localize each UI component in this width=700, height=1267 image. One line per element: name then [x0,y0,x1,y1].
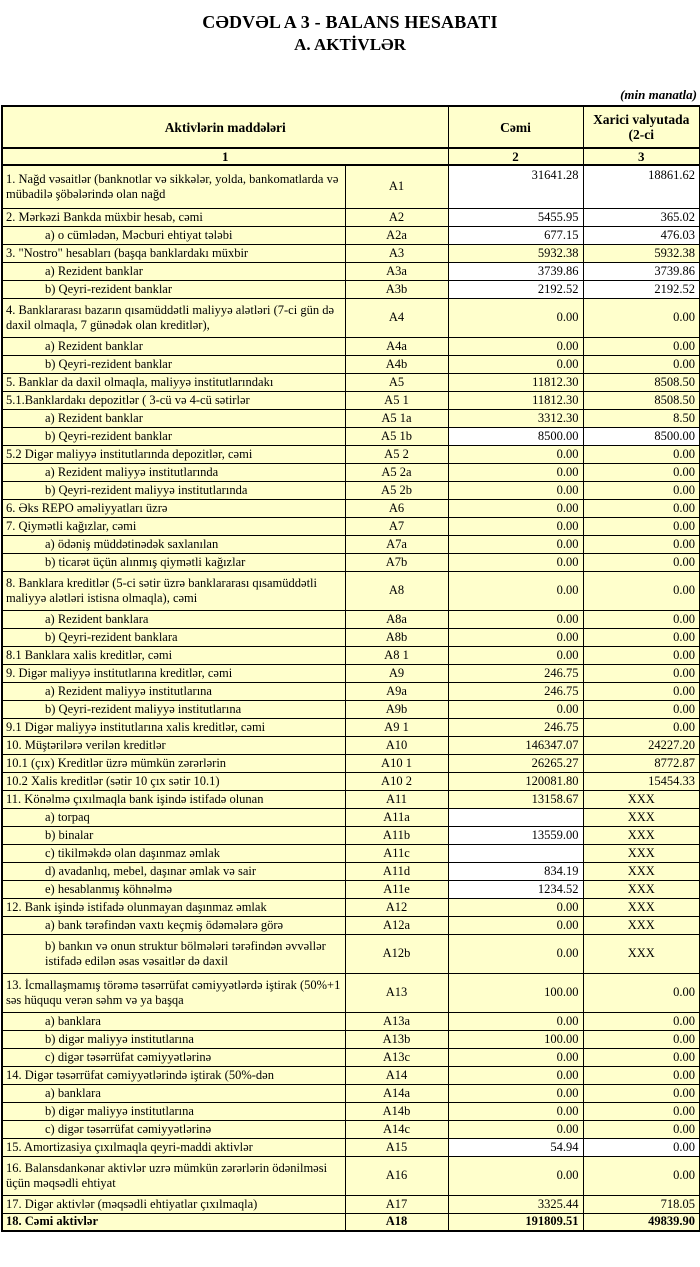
item-label-cell: 6. Əks REPO əməliyyatları üzrə [2,499,345,517]
total-value-cell: 100.00 [448,1030,583,1048]
table-row [2,880,700,898]
item-code-cell: A11b [345,826,448,844]
table-row [2,280,700,298]
table-row [2,682,700,700]
item-label-cell: b) binalar [2,826,345,844]
foreign-currency-value-cell: 0.00 [583,298,700,337]
table-row [2,208,700,226]
item-label-cell: 1. Nağd vəsaitlər (banknotlar və sikkələr, yolda, bankomatlarda və mübadilə şöbələrində olan nağd [2,165,345,208]
item-label-cell: c) tikilməkdə olan daşınmaz əmlak [2,844,345,862]
table-row [2,736,700,754]
foreign-currency-value-cell: XXX [583,844,700,862]
foreign-currency-value-cell: 15454.33 [583,772,700,790]
total-value-cell: 26265.27 [448,754,583,772]
item-label-cell: 12. Bank işində istifadə olunmayan daşınmaz əmlak [2,898,345,916]
item-code-cell: A10 1 [345,754,448,772]
table-row [2,790,700,808]
table-row [2,844,700,862]
item-label-cell: 17. Digər aktivlər (məqsədli ehtiyatlar çıxılmaqla) [2,1195,345,1213]
item-label-cell: b) digər maliyyə institutlarına [2,1030,345,1048]
table-row [2,427,700,445]
item-code-cell: A9 [345,664,448,682]
item-label-cell: b) Qeyri-rezident maliyyə institutlarına [2,700,345,718]
item-label-cell: b) Qeyri-rezident maliyyə institutlarında [2,481,345,499]
item-code-cell: A9a [345,682,448,700]
item-label-cell: 8. Banklara kreditlər (5-ci sətir üzrə banklararası qısamüddətli maliyyə alətləri istisna olmaqla), cəmi [2,571,345,610]
item-code-cell: A7a [345,535,448,553]
table-row [2,391,700,409]
table-row [2,628,700,646]
item-label-cell: 2. Mərkəzi Bankda müxbir hesab, cəmi [2,208,345,226]
item-code-cell: A6 [345,499,448,517]
item-label-cell: 13. İcmallaşmamış törəmə təsərrüfat cəmiyyətlərdə iştirak (50%+1 səs hüququ verən səhm və ya başqa [2,973,345,1012]
foreign-currency-value-cell: 0.00 [583,481,700,499]
table-row [2,664,700,682]
item-label-cell: a) o cümlədən, Məcburi ehtiyat tələbi [2,226,345,244]
foreign-currency-value-cell: 0.00 [583,646,700,664]
item-code-cell: A12a [345,916,448,934]
table-row [2,553,700,571]
item-code-cell: A3 [345,244,448,262]
page-subtitle: A. AKTİVLƏR [294,35,406,54]
table-row [2,826,700,844]
table-row [2,700,700,718]
foreign-currency-value-cell: 0.00 [583,337,700,355]
total-value-cell: 0.00 [448,1012,583,1030]
table-row [2,298,700,337]
total-value-cell: 0.00 [448,1084,583,1102]
item-label-cell: a) torpaq [2,808,345,826]
item-label-cell: a) ödəniş müddətinədək saxlanılan [2,535,345,553]
item-code-cell: A4b [345,355,448,373]
item-code-cell: A12b [345,934,448,973]
foreign-currency-value-cell: 0.00 [583,517,700,535]
item-label-cell: 18. Cəmi aktivlər [2,1213,345,1231]
item-label-cell: b) Qeyri-rezident banklara [2,628,345,646]
total-value-cell: 0.00 [448,337,583,355]
item-label-cell: a) bank tərəfindən vaxtı keçmiş ödəmələrə görə [2,916,345,934]
item-label-cell: a) Rezident banklar [2,262,345,280]
table-row [2,973,700,1012]
table-row [2,862,700,880]
foreign-currency-value-cell: XXX [583,934,700,973]
total-value-cell: 0.00 [448,571,583,610]
item-code-cell: A5 2a [345,463,448,481]
table-row [2,1084,700,1102]
item-code-cell: A5 2b [345,481,448,499]
column-header-items: Aktivlərin maddələri [2,106,448,148]
item-label-cell: b) Qeyri-rezident banklar [2,355,345,373]
foreign-currency-value-cell: 18861.62 [583,165,700,208]
table-body [2,165,700,1231]
foreign-currency-value-cell: XXX [583,808,700,826]
total-value-cell: 0.00 [448,535,583,553]
item-code-cell: A13 [345,973,448,1012]
item-label-cell: a) banklara [2,1084,345,1102]
item-code-cell: A11c [345,844,448,862]
item-label-cell: d) avadanlıq, mebel, daşınar əmlak və sair [2,862,345,880]
foreign-currency-value-cell: 0.00 [583,664,700,682]
total-value-cell: 0.00 [448,700,583,718]
foreign-currency-value-cell: 0.00 [583,553,700,571]
foreign-currency-value-cell: 24227.20 [583,736,700,754]
total-value-cell: 0.00 [448,1120,583,1138]
table-row [2,1030,700,1048]
item-code-cell: A14b [345,1102,448,1120]
table-row [2,409,700,427]
total-value-cell: 0.00 [448,298,583,337]
item-label-cell: a) Rezident banklar [2,337,345,355]
item-code-cell: A14 [345,1066,448,1084]
item-label-cell: b) Qeyri-rezident banklar [2,427,345,445]
item-code-cell: A5 1a [345,409,448,427]
total-value-cell: 0.00 [448,517,583,535]
foreign-currency-value-cell: 0.00 [583,700,700,718]
item-code-cell: A14c [345,1120,448,1138]
item-code-cell: A18 [345,1213,448,1231]
item-label-cell: 14. Digər təsərrüfat cəmiyyətlərində iştirak (50%-dən [2,1066,345,1084]
foreign-currency-value-cell: 0.00 [583,1030,700,1048]
item-label-cell: 16. Balansdankənar aktivlər uzrə mümkün zərərlərin ödənilməsi üçün məqsədli ehtiyat [2,1156,345,1195]
total-value-cell: 8500.00 [448,427,583,445]
item-label-cell: c) digər təsərrüfat cəmiyyətlərinə [2,1048,345,1066]
item-label-cell: 10.1 (çıx) Kreditlər üzrə mümkün zərərlərin [2,754,345,772]
item-label-cell: b) Qeyri-rezident banklar [2,280,345,298]
total-value-cell: 146347.07 [448,736,583,754]
column-number-row [2,148,700,165]
item-code-cell: A3a [345,262,448,280]
table-row [2,772,700,790]
item-code-cell: A2 [345,208,448,226]
item-label-cell: a) Rezident maliyyə institutlarında [2,463,345,481]
item-code-cell: A8a [345,610,448,628]
item-label-cell: 9.1 Digər maliyyə institutlarına xalis kreditlər, cəmi [2,718,345,736]
foreign-currency-value-cell: 0.00 [583,628,700,646]
total-value-cell: 31641.28 [448,165,583,208]
foreign-currency-value-cell: 0.00 [583,445,700,463]
foreign-currency-value-cell: 8.50 [583,409,700,427]
item-label-cell: 5. Banklar da daxil olmaqla, maliyyə institutlarındakı [2,373,345,391]
item-code-cell: A9 1 [345,718,448,736]
total-value-cell: 677.15 [448,226,583,244]
item-code-cell: A8 1 [345,646,448,664]
table-row [2,1156,700,1195]
total-value-cell: 100.00 [448,973,583,1012]
item-label-cell: a) Rezident banklar [2,409,345,427]
item-label-cell: b) digər maliyyə institutlarına [2,1102,345,1120]
table-row [2,1048,700,1066]
table-row [2,1213,700,1231]
foreign-currency-value-cell: 0.00 [583,1084,700,1102]
item-label-cell: a) banklara [2,1012,345,1030]
table-row [2,1195,700,1213]
foreign-currency-value-cell: 8508.50 [583,391,700,409]
item-code-cell: A5 2 [345,445,448,463]
table-row [2,718,700,736]
item-label-cell: b) bankın və onun struktur bölmələri tərəfindən əvvəllər istifadə edilən əsas vəsaitlər də daxil [2,934,345,973]
item-label-cell: a) Rezident maliyyə institutlarına [2,682,345,700]
unit-note: (min manatla) [620,87,697,102]
item-code-cell: A3b [345,280,448,298]
foreign-currency-value-cell: 0.00 [583,1048,700,1066]
table-row [2,754,700,772]
header-row [2,106,700,148]
foreign-currency-value-cell: 0.00 [583,571,700,610]
foreign-currency-value-cell: 0.00 [583,610,700,628]
total-value-cell: 11812.30 [448,373,583,391]
page-title: CƏDVƏL A 3 - BALANS HESABATI [202,12,498,32]
foreign-currency-value-cell: 0.00 [583,535,700,553]
item-code-cell: A13b [345,1030,448,1048]
total-value-cell: 0.00 [448,628,583,646]
total-value-cell: 0.00 [448,499,583,517]
foreign-currency-value-cell: 0.00 [583,463,700,481]
total-value-cell: 3312.30 [448,409,583,427]
item-code-cell: A11a [345,808,448,826]
foreign-currency-value-cell: 8500.00 [583,427,700,445]
item-code-cell: A5 1 [345,391,448,409]
item-code-cell: A2a [345,226,448,244]
item-code-cell: A8 [345,571,448,610]
table-row [2,373,700,391]
table-row [2,1120,700,1138]
foreign-currency-value-cell: 0.00 [583,1066,700,1084]
total-value-cell: 0.00 [448,553,583,571]
foreign-currency-value-cell: 0.00 [583,1102,700,1120]
table-row [2,337,700,355]
foreign-currency-value-cell: 8772.87 [583,754,700,772]
foreign-currency-value-cell: XXX [583,898,700,916]
table-row [2,355,700,373]
total-value-cell: 0.00 [448,646,583,664]
foreign-currency-value-cell: 49839.90 [583,1213,700,1231]
total-value-cell: 13559.00 [448,826,583,844]
total-value-cell: 0.00 [448,355,583,373]
total-value-cell: 0.00 [448,445,583,463]
foreign-currency-value-cell: XXX [583,880,700,898]
item-code-cell: A11 [345,790,448,808]
foreign-currency-value-cell: 476.03 [583,226,700,244]
item-label-cell: a) Rezident banklara [2,610,345,628]
total-value-cell: 2192.52 [448,280,583,298]
table-row [2,610,700,628]
total-value-cell: 0.00 [448,481,583,499]
item-label-cell: 10.2 Xalis kreditlər (sətir 10 çıx sətir 10.1) [2,772,345,790]
item-label-cell: 9. Digər maliyyə institutlarına kreditlər, cəmi [2,664,345,682]
total-value-cell: 834.19 [448,862,583,880]
total-value-cell: 0.00 [448,898,583,916]
table-row [2,1066,700,1084]
column-number-1: 1 [2,148,448,165]
foreign-currency-value-cell: 0.00 [583,718,700,736]
total-value-cell: 0.00 [448,1048,583,1066]
foreign-currency-value-cell: 2192.52 [583,280,700,298]
item-label-cell: e) hesablanmış köhnəlmə [2,880,345,898]
table-row [2,808,700,826]
foreign-currency-value-cell: 3739.86 [583,262,700,280]
item-code-cell: A11d [345,862,448,880]
foreign-currency-value-cell: 0.00 [583,1120,700,1138]
foreign-currency-value-cell: 0.00 [583,499,700,517]
item-code-cell: A10 [345,736,448,754]
item-code-cell: A4a [345,337,448,355]
total-value-cell: 1234.52 [448,880,583,898]
total-value-cell: 11812.30 [448,391,583,409]
item-label-cell: c) digər təsərrüfat cəmiyyətlərinə [2,1120,345,1138]
item-label-cell: b) ticarət üçün alınmış qiymətli kağızlar [2,553,345,571]
item-code-cell: A1 [345,165,448,208]
table-row [2,916,700,934]
foreign-currency-value-cell: XXX [583,826,700,844]
item-code-cell: A13a [345,1012,448,1030]
item-label-cell: 5.2 Digər maliyyə institutlarında depozitlər, cəmi [2,445,345,463]
column-header-foreign-currency: Xarici valyutada (2-ci [583,106,700,148]
item-code-cell: A7 [345,517,448,535]
foreign-currency-value-cell: 0.00 [583,1138,700,1156]
foreign-currency-value-cell: 5932.38 [583,244,700,262]
total-value-cell: 246.75 [448,682,583,700]
table-row [2,244,700,262]
foreign-currency-value-cell: 0.00 [583,1012,700,1030]
total-value-cell: 0.00 [448,1102,583,1120]
table-row [2,1102,700,1120]
item-code-cell: A11e [345,880,448,898]
item-label-cell: 11. Könəlmə çıxılmaqla bank işində istifadə olunan [2,790,345,808]
total-value-cell: 120081.80 [448,772,583,790]
foreign-currency-value-cell: 365.02 [583,208,700,226]
table-row [2,1138,700,1156]
item-code-cell: A7b [345,553,448,571]
total-value-cell: 246.75 [448,718,583,736]
foreign-currency-value-cell: 718.05 [583,1195,700,1213]
table-row [2,165,700,208]
column-number-2: 2 [448,148,583,165]
total-value-cell: 0.00 [448,1156,583,1195]
table-row [2,934,700,973]
total-value-cell: 191809.51 [448,1213,583,1231]
foreign-currency-value-cell: 0.00 [583,1156,700,1195]
item-code-cell: A16 [345,1156,448,1195]
table-row [2,535,700,553]
total-value-cell [448,808,583,826]
total-value-cell: 0.00 [448,1066,583,1084]
item-code-cell: A10 2 [345,772,448,790]
item-label-cell: 7. Qiymətli kağızlar, cəmi [2,517,345,535]
item-label-cell: 5.1.Banklardakı depozitlər ( 3-cü və 4-cü sətirlər [2,391,345,409]
total-value-cell: 54.94 [448,1138,583,1156]
total-value-cell: 246.75 [448,664,583,682]
table-row [2,517,700,535]
total-value-cell: 13158.67 [448,790,583,808]
total-value-cell: 3325.44 [448,1195,583,1213]
item-code-cell: A12 [345,898,448,916]
foreign-currency-value-cell: 8508.50 [583,373,700,391]
total-value-cell [448,844,583,862]
table-row [2,445,700,463]
total-value-cell: 5932.38 [448,244,583,262]
table-row [2,898,700,916]
item-code-cell: A5 1b [345,427,448,445]
balance-sheet-table [1,105,700,1232]
table-row [2,1012,700,1030]
item-code-cell: A8b [345,628,448,646]
item-label-cell: 8.1 Banklara xalis kreditlər, cəmi [2,646,345,664]
item-code-cell: A4 [345,298,448,337]
table-row [2,646,700,664]
item-code-cell: A15 [345,1138,448,1156]
item-label-cell: 15. Amortizasiya çıxılmaqla qeyri-maddi aktivlər [2,1138,345,1156]
column-header-total: Cəmi [448,106,583,148]
item-code-cell: A5 [345,373,448,391]
item-code-cell: A14a [345,1084,448,1102]
table-row [2,481,700,499]
table-row [2,463,700,481]
report-title-block [0,12,700,55]
foreign-currency-value-cell: XXX [583,862,700,880]
foreign-currency-value-cell: XXX [583,790,700,808]
table-row [2,262,700,280]
foreign-currency-value-cell: 0.00 [583,973,700,1012]
item-code-cell: A9b [345,700,448,718]
item-label-cell: 10. Müştərilərə verilən kreditlər [2,736,345,754]
total-value-cell: 0.00 [448,610,583,628]
table-row [2,226,700,244]
total-value-cell: 0.00 [448,916,583,934]
foreign-currency-value-cell: 0.00 [583,355,700,373]
foreign-currency-value-cell: 0.00 [583,682,700,700]
table-row [2,571,700,610]
foreign-currency-value-cell: XXX [583,916,700,934]
total-value-cell: 0.00 [448,463,583,481]
item-code-cell: A13c [345,1048,448,1066]
total-value-cell: 5455.95 [448,208,583,226]
total-value-cell: 0.00 [448,934,583,973]
item-label-cell: 3. "Nostro" hesabları (başqa banklardakı müxbir [2,244,345,262]
total-value-cell: 3739.86 [448,262,583,280]
item-label-cell: 4. Banklararası bazarın qısamüddətli maliyyə alətləri (7-ci gün də daxil olmaqla, 7 günədək olan kreditlər), [2,298,345,337]
column-number-3: 3 [583,148,700,165]
table-row [2,499,700,517]
item-code-cell: A17 [345,1195,448,1213]
